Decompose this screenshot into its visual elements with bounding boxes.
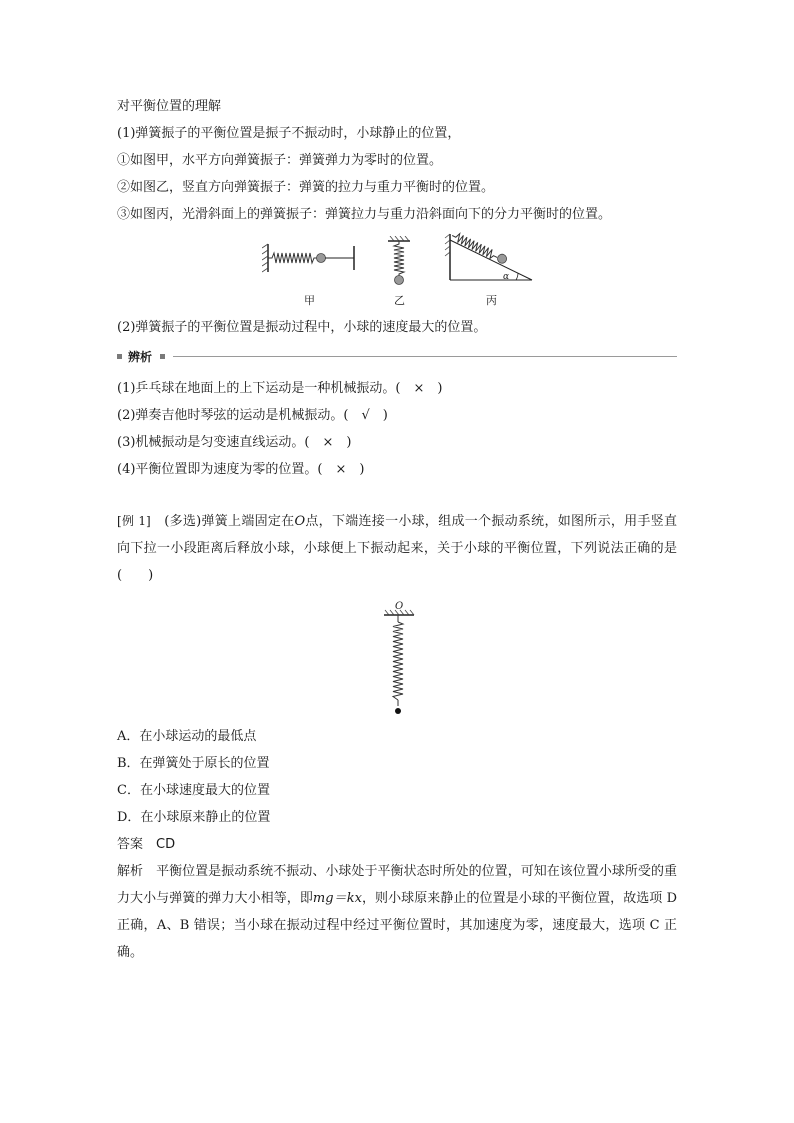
bullet-square-icon bbox=[160, 354, 165, 359]
option-c: C．在小球速度最大的位置 bbox=[117, 783, 270, 798]
judge-item: (2)弹奏吉他时琴弦的运动是机械振动。( √ ) bbox=[117, 408, 388, 423]
example-text-a: (多选)弹簧上端固定在 bbox=[150, 514, 295, 529]
coil-spring bbox=[393, 622, 403, 700]
caption-bing: 丙 bbox=[486, 294, 497, 307]
figure-example-spring bbox=[380, 600, 420, 718]
analysis-text-b: ，则小球原来静止的位置是小球的平衡位置，故选项 D 正确，A、B 错误；当小球在振动过程中经过平衡位置时，其加速度为零，速度最大，选项 C 正确。 bbox=[117, 891, 677, 960]
paragraph-2: (2)弹簧振子的平衡位置是振动过程中，小球的速度最大的位置。 bbox=[117, 320, 487, 335]
paragraph-1: (1)弹簧振子的平衡位置是振子不振动时，小球静止的位置， bbox=[117, 126, 461, 141]
section-title: 对平衡位置的理解 bbox=[117, 99, 222, 114]
svg-text:α: α bbox=[503, 272, 510, 282]
figure-vertical-spring bbox=[386, 236, 412, 286]
caption-yi: 乙 bbox=[394, 294, 405, 307]
formula: mg＝kx bbox=[312, 891, 362, 906]
paragraph-1c: ③如图丙，光滑斜面上的弹簧振子：弹簧拉力与重力沿斜面向下的分力平衡时的位置。 bbox=[117, 207, 612, 222]
option-b: B．在弹簧处于原长的位置 bbox=[117, 756, 270, 771]
example-text bbox=[117, 508, 677, 589]
analysis bbox=[117, 858, 677, 966]
option-a: A．在小球运动的最低点 bbox=[117, 729, 257, 744]
paragraph-1a: ①如图甲，水平方向弹簧振子：弹簧弹力为零时的位置。 bbox=[117, 153, 443, 168]
point-o: O bbox=[294, 514, 306, 529]
divider-line bbox=[173, 356, 677, 357]
judge-header bbox=[117, 347, 677, 365]
judge-item: (3)机械振动是匀变速直线运动。( × ) bbox=[117, 435, 352, 450]
judge-item: (4)平衡位置即为速度为零的位置。( × ) bbox=[117, 462, 365, 477]
analysis-text-a: 平衡位置是振动系统不振动、小球处于平衡状态时所处的位置，可知在该位置小球所受的重力大小与弹簧的弹力大小相等，即 bbox=[117, 864, 677, 906]
example-text-b: 点，下端连接一小球，组成一个振动系统，如图所示，用手竖直向下拉一小段距离后释放小球，小球便上下振动起来，关于小球的平衡位置，下列说法正确的是( ) bbox=[117, 514, 677, 583]
answer-label: 答案 bbox=[117, 837, 144, 852]
answer-line bbox=[117, 836, 175, 854]
paragraph-1b: ②如图乙，竖直方向弹簧振子：弹簧的拉力与重力平衡时的位置。 bbox=[117, 180, 495, 195]
figure-horizontal-spring bbox=[262, 240, 362, 276]
judge-label: 辨析 bbox=[128, 349, 153, 364]
option-d: D．在小球原来静止的位置 bbox=[117, 810, 271, 825]
answer-value: CD bbox=[156, 837, 176, 852]
svg-text:O: O bbox=[395, 601, 404, 612]
example-tag: [例 1] bbox=[117, 514, 151, 528]
figure-incline-spring bbox=[444, 232, 536, 284]
analysis-label: 解析 bbox=[117, 864, 144, 879]
judge-item: (1)乒乓球在地面上的上下运动是一种机械振动。( × ) bbox=[117, 381, 443, 396]
bullet-square-icon bbox=[117, 354, 122, 359]
caption-jia: 甲 bbox=[304, 294, 315, 307]
